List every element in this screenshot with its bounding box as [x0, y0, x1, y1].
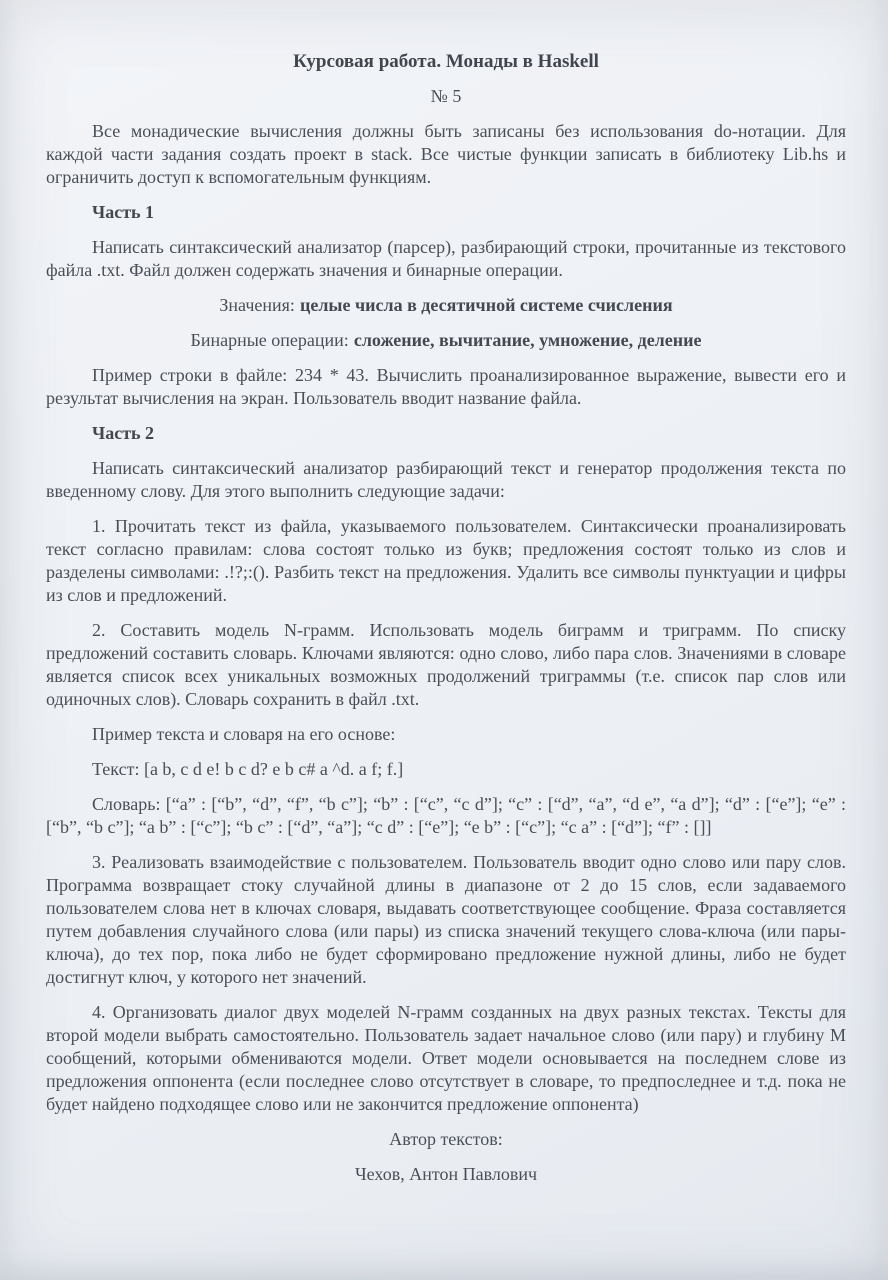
part2-heading: Часть 2	[92, 423, 155, 443]
example-dict-line: Словарь: [“a” : [“b”, “d”, “f”, “b c”]; “b” : [“c”, “c d”]; “c” : [“d”, “a”, “d e”, “a d”]; “d” : [“e”]; “e” : [“b”, “b c”]; “a b” : [“c”]; “b c” : [“d”, “a”]; “c d” : [“e”]; “e b” : [“c”]; “c a” : [“d”]; “f” : []]	[46, 794, 846, 837]
author-name: Чехов, Антон Павлович	[354, 1164, 538, 1184]
task-item-2: 2. Составить модель N-грамм. Использовать модель биграмм и триграмм. По списку предложений составить словарь. Ключами являются: одно слово, либо пара слов. Значениями в словаре является список всех уникальных возможных продолжений триграммы (т.е. список пар слов или одиночных слов). Словарь сохранить в файл .txt.	[46, 620, 846, 709]
values-line	[46, 294, 846, 317]
task-item-4: 4. Организовать диалог двух моделей N-грамм созданных на двух разных текстах. Тексты для второй модели выбрать самостоятельно. Пользователь задает начальное слово (или пару) и глубину М сообщений, которыми обмениваются модели. Ответ модели основывается на последнем слове из предложения оппонента (если последнее слово отсутствует в словаре, то предпоследнее и т.д. пока не будет найдено подходящее слово или не закончится предложение оппонента)	[46, 1002, 846, 1114]
part1-task-paragraph: Написать синтаксический анализатор (парсер), разбирающий строки, прочитанные из текстового файла .txt. Файл должен содержать значения и бинарные операции.	[46, 237, 846, 280]
task-item-1: 1. Прочитать текст из файла, указываемого пользователем. Синтаксически проанализировать текст согласно правилам: слова состоят только из букв; предложения состоят только из слов и разделены символами: .!?;:(). Разбить текст на предложения. Удалить все символы пунктуации и цифры из слов и предложений.	[46, 516, 846, 605]
part1-heading: Часть 1	[92, 202, 155, 222]
part1-example-paragraph: Пример строки в файле: 234 * 43. Вычислить проанализированное выражение, вывести его и результат вычисления на экран. Пользователь вводит название файла.	[46, 365, 846, 408]
values-text: целые числа в десятичной системе счисления	[299, 295, 673, 315]
operations-line	[46, 329, 846, 352]
operations-label: Бинарные операции:	[190, 330, 349, 350]
operations-text: сложение, вычитание, умножение, деление	[353, 330, 702, 350]
values-label: Значения:	[219, 295, 295, 315]
document-title: Курсовая работа. Монады в Haskell	[293, 51, 599, 72]
document-number: № 5	[430, 86, 462, 106]
example-intro-line: Пример текста и словаря на его основе:	[92, 724, 396, 744]
part2-task-paragraph: Написать синтаксический анализатор разбирающий текст и генератор продолжения текста по введенному слову. Для этого выполнить следующие задачи:	[46, 458, 846, 501]
author-label: Автор текстов:	[389, 1129, 503, 1149]
example-text-line: Текст: [a b, c d e! b c d? e b c# a ^d. a f; f.]	[92, 759, 404, 779]
task-item-3: 3. Реализовать взаимодействие с пользователем. Пользователь вводит одно слово или пару слов. Программа возвращает стоку случайной длины в диапазоне от 2 до 15 слов, если задаваемого пользователем слова нет в ключах словаря, выдавать соответствующее сообщение. Фраза составляется путем добавления случайного слова (или пары) из списка значений текущего слова-ключа (или пары-ключа), до тех пор, пока либо не будет сформировано предложение нужной длины, либо не будет достигнут ключ, у которого нет значений.	[46, 852, 846, 987]
intro-paragraph: Все монадические вычисления должны быть записаны без использования do-нотации. Для каждой части задания создать проект в stack. Все чистые функции записать в библиотеку Lib.hs и ограничить доступ к вспомогательным функциям.	[46, 121, 846, 187]
